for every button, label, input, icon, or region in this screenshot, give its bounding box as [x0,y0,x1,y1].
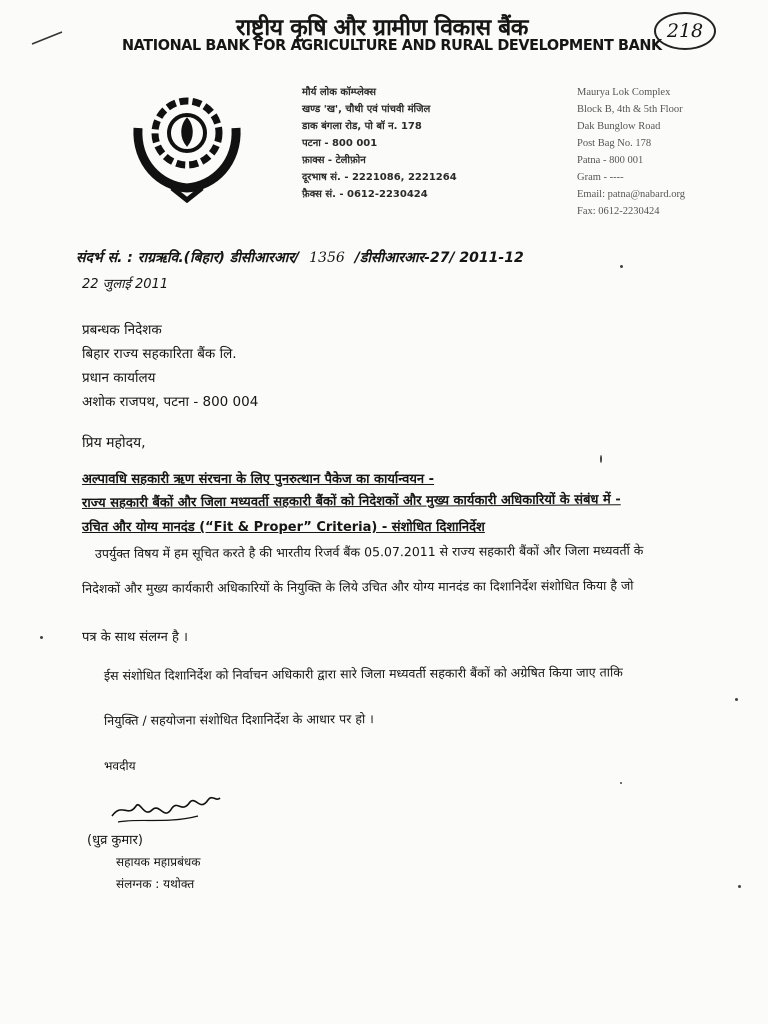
address-line: डाक बंगला रोड, पो बॉ न. 178 [302,121,422,132]
address-line: खण्ड 'ख', चौथी एवं पांचवी मंजिल [302,104,431,115]
address-line: Gram - ---- [577,172,624,183]
recipient-line: प्रधान कार्यालय [82,370,156,386]
hindi-address-block [302,84,457,203]
body-paragraph-line: पत्र के साथ संलग्न है । [82,630,188,645]
recipient-line: बिहार राज्य सहकारिता बैंक लि. [82,346,237,362]
enclosure-note: संलग्नक : यथोक्त [116,877,195,891]
scan-speck [620,782,622,784]
recipient-line: अशोक राजपथ, पटना - 800 004 [82,394,259,410]
body-paragraph-line: निदेशकों और मुख्य कार्यकारी अधिकारियों के नियुक्ति के लिये उचित और योग्य मानदंड का दिशानिर्देश संशोधित किया है जो [81,577,634,596]
scan-speck [738,885,741,888]
signatory-name: (धुव्र कुमार) [87,833,143,848]
pen-mark [30,30,64,46]
reference-handwritten-number: 1356 [309,250,345,266]
scan-speck [40,636,43,639]
address-line: Email: patna@nabard.org [577,189,686,200]
reference-number [76,248,524,267]
english-address-block [577,84,685,220]
body-paragraph-line: ईस संशोधित दिशानिर्देश को निर्वाचन अधिकारी द्वारा सारे जिला मध्यवर्ती सहकारी बैंकों को अग्रेषित किया जाए ताकि [103,664,623,683]
address-line: दूरभाष सं. - 2221086, 2221264 [302,172,457,183]
body-paragraph-line: उपर्युक्त विषय में हम सूचित करते है की भारतीय रिजर्व बैंक 05.07.2011 से राज्य सहकारी बैंकों और जिला मध्यवर्ती के [94,542,644,561]
signatory-designation: सहायक महाप्रबंधक [116,855,201,869]
recipient-address [82,318,258,414]
subject-line: राज्य सहकारी बैंकों और जिला मध्यवर्ती सहकारी बैंकों को निदेशकों और मुख्य कार्यकारी अधिकारियों के संबंध में - [81,492,621,511]
reference-prefix: संदर्भ सं. : राग्रऋवि.(बिहार) डीसीआरआर/ [76,250,300,266]
letterhead-english-title: NATIONAL BANK FOR AGRICULTURE AND RURAL DEVELOPMENT BANK [122,36,662,54]
address-line: Post Bag No. 178 [577,138,652,149]
salutation: प्रिय महोदय, [82,435,146,451]
address-line: फ़ैक्स सं. - 0612-2230424 [302,189,428,200]
nabard-logo-icon [132,88,242,203]
letter-date: 22 जुलाई 2011 [82,277,169,292]
subject-line: अल्पावधि सहकारी ऋण संरचना के लिए पुनरुत्थान पैकेज का कार्यान्वयन - [82,472,435,487]
closing: भवदीय [104,759,136,773]
file-number-annotation: 218 [654,12,716,50]
address-line: Maurya Lok Complex [577,87,671,98]
recipient-line: प्रबन्धक निदेशक [82,322,162,338]
letterhead-hindi-title: राष्ट्रीय कृषि और ग्रामीण विकास बैंक [236,15,528,41]
address-line: Block B, 4th & 5th Floor [577,104,683,115]
scan-speck [620,265,623,268]
address-line: Dak Bunglow Road [577,121,661,132]
subject-line: उचित और योग्य मानदंड (“Fit & Proper” Criteria) - संशोधित दिशानिर्देश [82,520,485,535]
address-line: फ़ाक्स - टेलीफ़ोन [302,155,366,166]
subject-block [82,468,621,540]
scan-speck [735,698,738,701]
address-line: पटना - 800 001 [302,138,378,149]
handwritten-signature [108,788,238,832]
body-paragraph-line: नियुक्ति / सहयोजना संशोधित दिशानिर्देश के आधार पर हो । [103,711,374,728]
scan-speck [600,455,602,463]
address-line: Patna - 800 001 [577,155,644,166]
address-line: मौर्य लोक कॉम्प्लेक्स [302,87,377,98]
reference-suffix: /डीसीआरआर-27/ 2011-12 [354,250,524,266]
address-line: Fax: 0612-2230424 [577,206,660,217]
